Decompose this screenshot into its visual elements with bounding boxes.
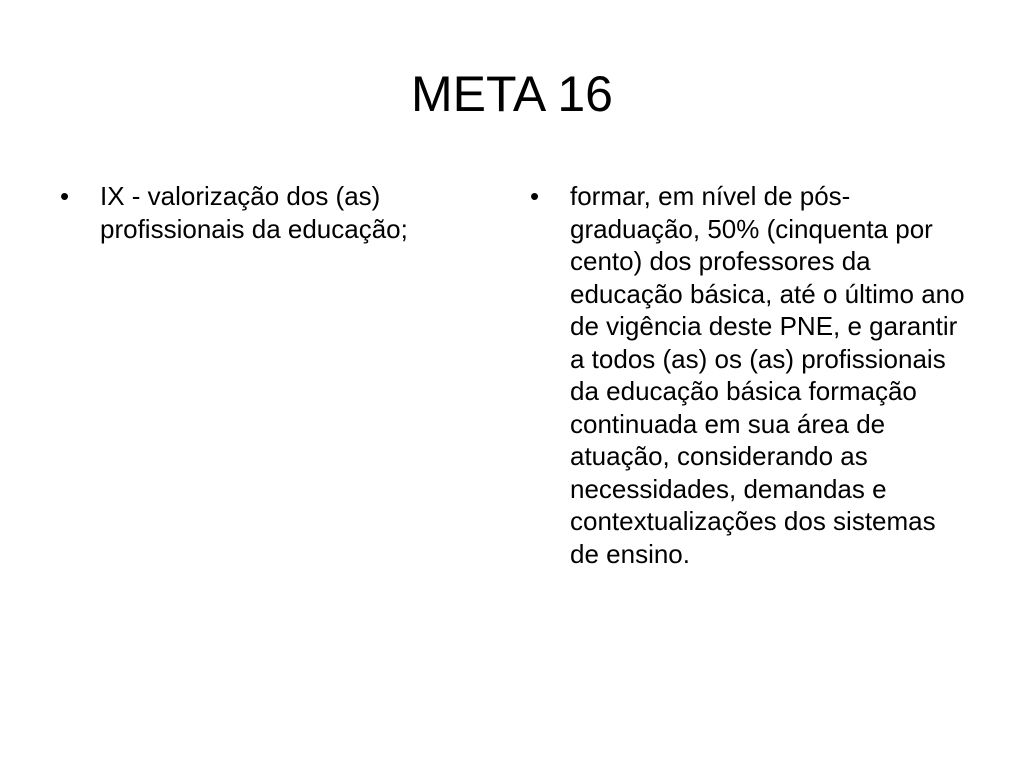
bullet-icon: • [60,181,70,211]
bullet-item [60,180,460,245]
bullet-item [530,180,970,570]
slide-title: META 16 [411,66,613,122]
bullet-text: IX - valorização dos (as) profissionais da educação; [100,181,408,244]
left-column [60,180,460,245]
bullet-icon: • [530,181,540,211]
right-column [530,180,970,570]
bullet-text: formar, em nível de pós-graduação, 50% (cinquenta por cento) dos professores da educação básica, até o último ano de vigência deste PNE, e garantir a todos (as) os (as) profissionais da educação básica formação continuada em sua área de atuação, considerando as necessidades, demandas e contextualizações dos sistemas de ensino. [570,181,965,569]
